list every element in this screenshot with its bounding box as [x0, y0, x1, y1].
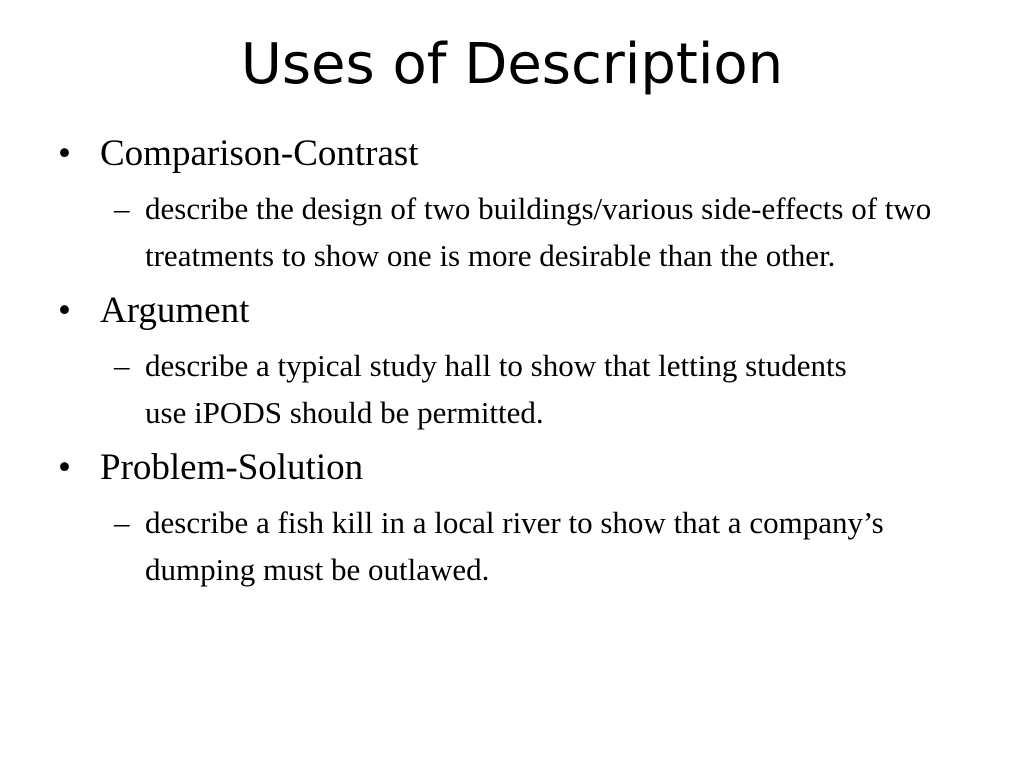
bullet-marker: • — [58, 133, 71, 174]
sub-bullet-argument — [114, 342, 865, 436]
bullet-marker: • — [58, 447, 71, 488]
bullet-marker: • — [58, 290, 71, 331]
sub-bullet-comparison-contrast — [114, 185, 958, 279]
sub-bullet-text: describe the design of two buildings/various side-effects of two treatments to show one is more desirable than the other. — [145, 191, 932, 273]
sub-bullet-text: describe a typical study hall to show that letting students use iPODS should be permitted. — [145, 348, 847, 430]
sub-bullet-marker: – — [114, 348, 130, 383]
sub-bullet-marker: – — [114, 191, 130, 226]
bullet-group-argument — [58, 287, 958, 436]
bullet-heading: Problem-Solution — [100, 447, 364, 488]
sub-bullet-problem-solution — [114, 499, 885, 593]
bullet-argument — [58, 287, 958, 335]
bullet-heading: Comparison-Contrast — [100, 133, 419, 174]
sub-bullet-text: describe a fish kill in a local river to show that a company’s dumping must be outlawed. — [145, 505, 884, 587]
slide-title: Uses of Description — [240, 32, 784, 97]
sub-bullet-marker: – — [114, 505, 130, 540]
bullet-group-comparison-contrast — [58, 130, 958, 279]
bullet-group-problem-solution — [58, 444, 958, 593]
bullet-heading: Argument — [100, 290, 250, 331]
bullet-comparison-contrast — [58, 130, 958, 178]
bullet-problem-solution — [58, 444, 958, 492]
slide-content — [58, 130, 958, 593]
